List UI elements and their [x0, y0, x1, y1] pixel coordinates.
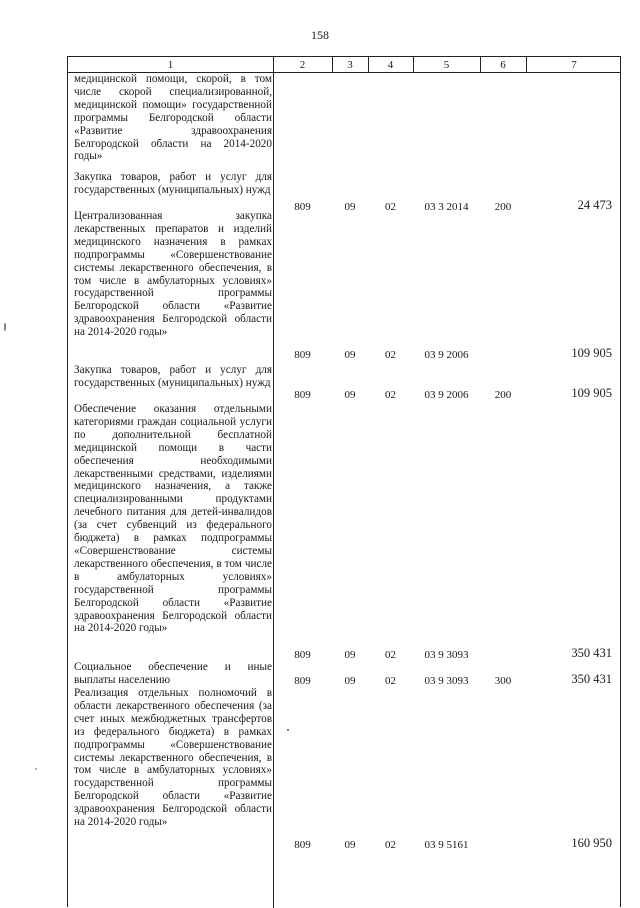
cell-amount: 160 950 [571, 836, 612, 850]
cell-section-code: 09 [344, 675, 356, 687]
cell-amount: 350 431 [571, 646, 612, 660]
cell-expense-type: 300 [494, 675, 512, 687]
cell-ministry-code: 809 [294, 389, 311, 401]
cell-ministry-code: 809 [294, 349, 311, 361]
row-description: медицинской помощи, скорой, в том числе скорой специализированной, медицинской помощи» государственной программы Белгородской области «Развитие здравоохранения Белгородской области на 2014-2020 годы» [74, 73, 272, 163]
column-header-6: 6 [500, 59, 506, 71]
column-header-3: 3 [347, 59, 353, 71]
cell-target-article: 03 9 2006 [424, 349, 469, 361]
cell-target-article: 03 9 3093 [424, 649, 469, 661]
row-description: Реализация отдельных полномочий в области лекарственного обеспечения (за счет иных межбюджетных трансфертов из федерального бюджета) в рамках подпрограммы «Совершенствование системы лекарственного обеспечения, в том числе в амбулаторных условиях» государственной программы Белгородской области «Развитие здравоохранения Белгородской области на 2014-2020 годы» [74, 687, 272, 829]
cell-target-article: 03 9 5161 [424, 839, 469, 851]
cell-section-code: 09 [344, 839, 356, 851]
cell-target-article: 03 9 2006 [424, 389, 469, 401]
cell-target-article: 03 9 3093 [424, 675, 469, 687]
cell-subsection-code: 02 [385, 649, 396, 661]
cell-ministry-code: 809 [294, 675, 311, 687]
column-header-5: 5 [443, 59, 450, 71]
cell-section-code: 09 [344, 349, 356, 361]
row-description: Централизованная закупка лекарственных препаратов и изделий медицинского назначения в рамках подпрограммы «Совершенствование системы лекарственного обеспечения, в том числе в амбулаторных условиях» государственной программы Белгородской области «Развитие здравоохранения Белгородской области на 2014-2020 годы» [74, 210, 272, 339]
cell-section-code: 09 [344, 649, 356, 661]
cell-subsection-code: 02 [385, 389, 396, 401]
cell-subsection-code: 02 [385, 201, 396, 213]
row-description: Обеспечение оказания отдельными категориями граждан социальной услуги по дополнительной бесплатной медицинской помощи в части обеспечения необходимыми лекарственными средствами, изделиями медицинского назначения, а также специализированными продуктами лечебного питания для детей-инвалидов (за счет субвенций из федерального бюджета) в рамках подпрограммы «Совершенствование системы лекарственного обеспечения, в том числе в амбулаторных условиях» государственной программы Белгородской области «Развитие здравоохранения Белгородской области на 2014-2020 годы» [74, 403, 272, 635]
budget-table [67, 56, 621, 907]
column-header-7: 7 [571, 59, 577, 71]
row-description: Закупка товаров, работ и услуг для государственных (муниципальных) нужд [74, 171, 272, 196]
scan-speck [35, 768, 37, 770]
cell-amount: 24 473 [577, 198, 612, 212]
cell-ministry-code: 809 [294, 649, 311, 661]
cell-expense-type: 200 [494, 201, 512, 213]
cell-amount: 350 431 [571, 672, 612, 686]
scan-edge-mark [4, 323, 6, 331]
scan-speck [287, 729, 289, 731]
column-header-4: 4 [387, 59, 394, 71]
page-number: 158 [311, 28, 329, 42]
cell-amount: 109 905 [571, 346, 612, 360]
column-header-1: 1 [167, 59, 174, 71]
cell-subsection-code: 02 [385, 839, 396, 851]
cell-section-code: 09 [344, 201, 356, 213]
cell-section-code: 09 [344, 389, 356, 401]
cell-target-article: 03 3 2014 [424, 201, 469, 213]
cell-subsection-code: 02 [385, 349, 396, 361]
cell-subsection-code: 02 [385, 675, 396, 687]
row-description: Социальное обеспечение и иные выплаты населению [74, 661, 272, 686]
column-divider-1 [273, 57, 274, 908]
cell-expense-type: 200 [494, 389, 512, 401]
row-description: Закупка товаров, работ и услуг для государственных (муниципальных) нужд [74, 364, 272, 389]
column-header-2: 2 [299, 59, 306, 71]
cell-ministry-code: 809 [294, 839, 311, 851]
cell-ministry-code: 809 [294, 201, 311, 213]
cell-amount: 109 905 [571, 386, 612, 400]
